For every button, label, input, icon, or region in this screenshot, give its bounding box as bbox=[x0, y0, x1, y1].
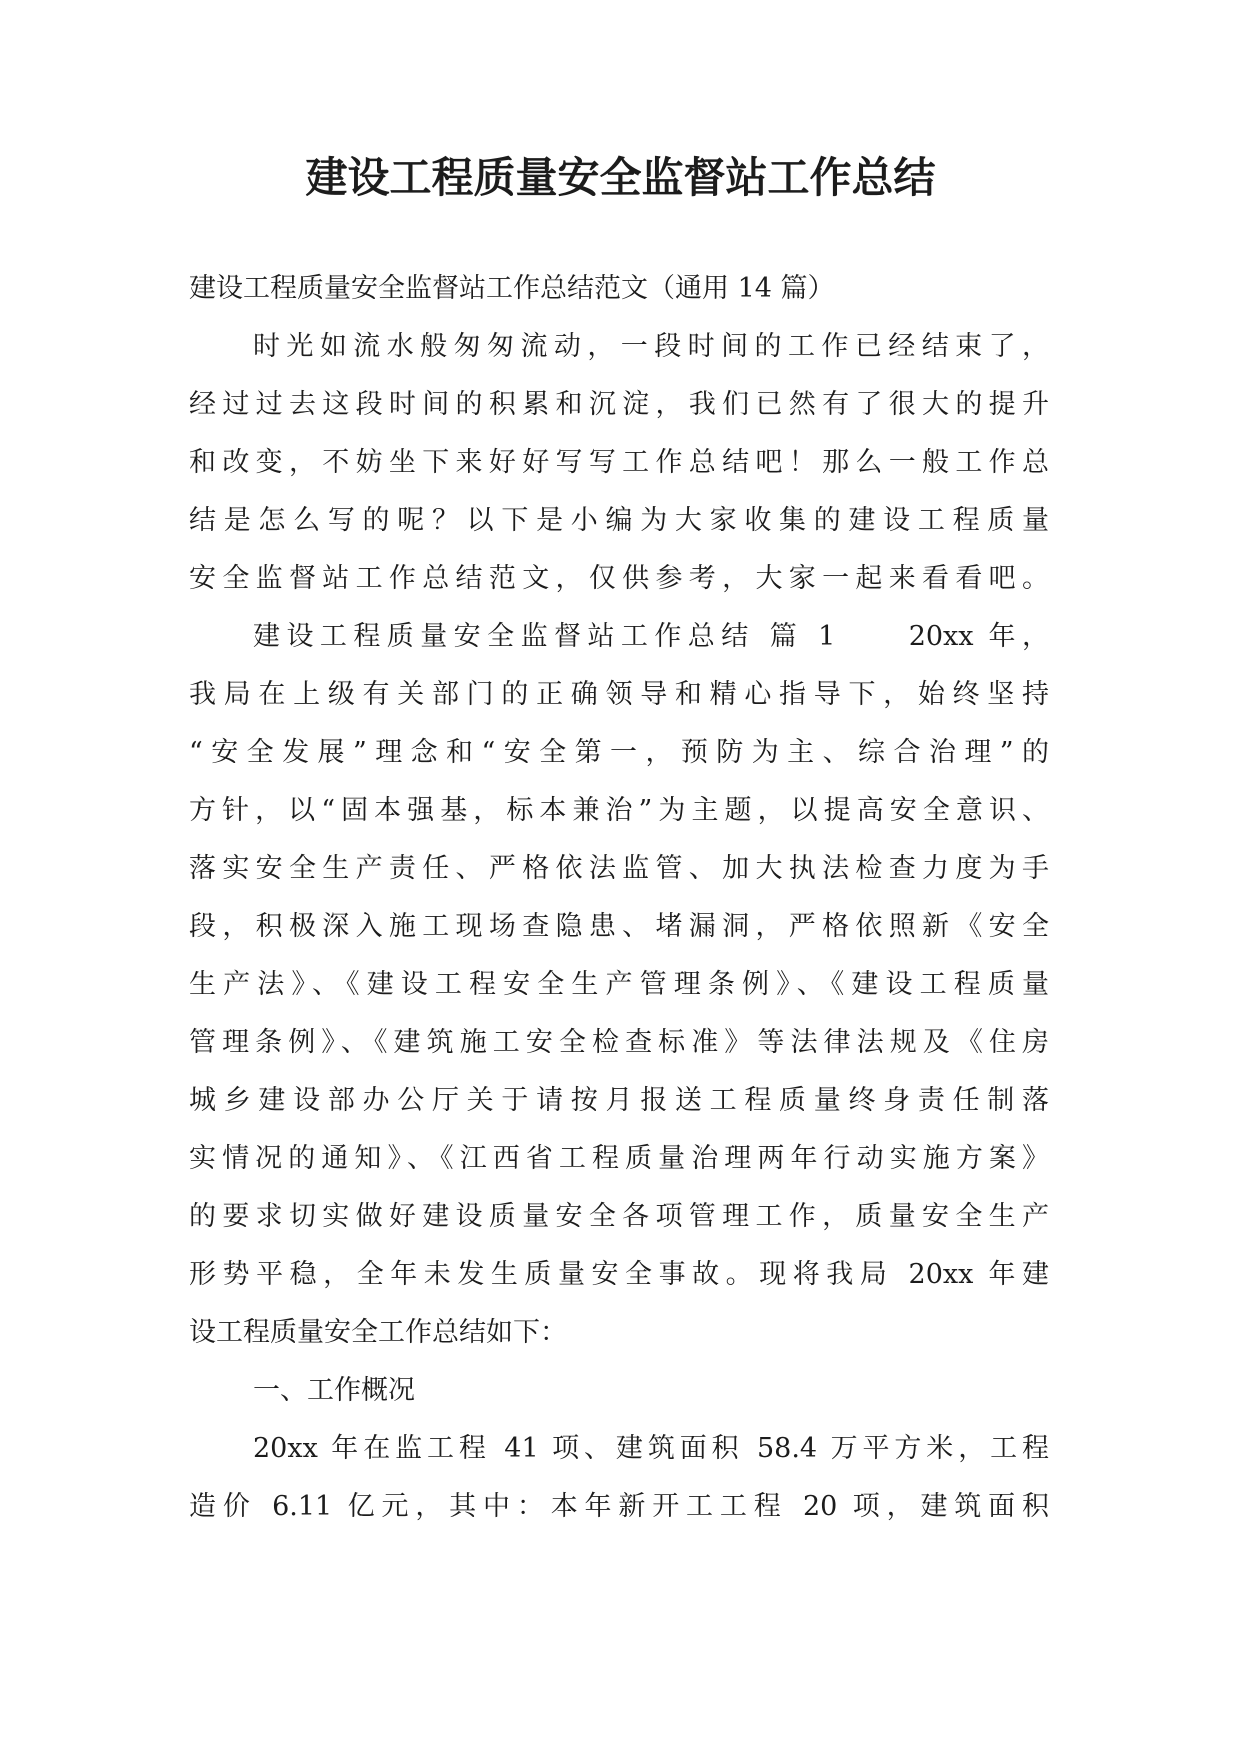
paragraph-line: 城乡建设部办公厅关于请按月报送工程质量终身责任制落 bbox=[189, 1085, 1049, 1116]
paragraph-line: 形势平稳，全年未发生质量安全事故。现将我局 20xx 年建 bbox=[189, 1259, 1049, 1290]
paragraph-line: 管理条例》、《建筑施工安全检查标准》等法律法规及《住房 bbox=[189, 1027, 1049, 1058]
paragraph-line: 和改变，不妨坐下来好好写写工作总结吧！那么一般工作总 bbox=[189, 447, 1049, 478]
paragraph-line: 段，积极深入施工现场查隐患、堵漏洞，严格依照新《安全 bbox=[189, 911, 1049, 942]
paragraph-line: 经过过去这段时间的积累和沉淀，我们已然有了很大的提升 bbox=[189, 389, 1049, 420]
paragraph-line: 安全监督站工作总结范文，仅供参考，大家一起来看看吧。 bbox=[189, 563, 1049, 594]
paragraph-line: 时光如流水般匆匆流动，一段时间的工作已经结束了， bbox=[253, 331, 1049, 362]
paragraph-line: 落实安全生产责任、严格依法监管、加大执法检查力度为手 bbox=[189, 853, 1049, 884]
paragraph-line: 造价 6.11 亿元，其中：本年新开工工程 20 项，建筑面积 bbox=[189, 1491, 1049, 1522]
document-body bbox=[189, 260, 1049, 1536]
document-title: 建设工程质量安全监督站工作总结 bbox=[305, 153, 936, 202]
paragraph-line: 20xx 年在监工程 41 项、建筑面积 58.4 万平方米，工程 bbox=[253, 1433, 1049, 1464]
paragraph-line: 设工程质量安全工作总结如下： bbox=[189, 1317, 567, 1348]
paragraph-line: 方针，以“固本强基，标本兼治”为主题，以提高安全意识、 bbox=[189, 795, 1049, 826]
paragraph-line: 生产法》、《建设工程安全生产管理条例》、《建设工程质量 bbox=[189, 969, 1049, 1000]
document-subtitle: 建设工程质量安全监督站工作总结范文（通用 14 篇） bbox=[189, 273, 835, 304]
paragraph-line: 我局在上级有关部门的正确领导和精心指导下，始终坚持 bbox=[189, 679, 1049, 710]
paragraph-line: 实情况的通知》、《江西省工程质量治理两年行动实施方案》 bbox=[189, 1143, 1049, 1174]
section-heading: 一、工作概况 bbox=[253, 1375, 415, 1406]
paragraph-line: 的要求切实做好建设质量安全各项管理工作，质量安全生产 bbox=[189, 1201, 1049, 1232]
paragraph-line: 结是怎么写的呢？以下是小编为大家收集的建设工程质量 bbox=[189, 505, 1049, 536]
paragraph-line: “安全发展”理念和“安全第一，预防为主、综合治理”的 bbox=[189, 737, 1049, 768]
paragraph-line: 建设工程质量安全监督站工作总结 篇 1 20xx 年， bbox=[253, 621, 1049, 652]
